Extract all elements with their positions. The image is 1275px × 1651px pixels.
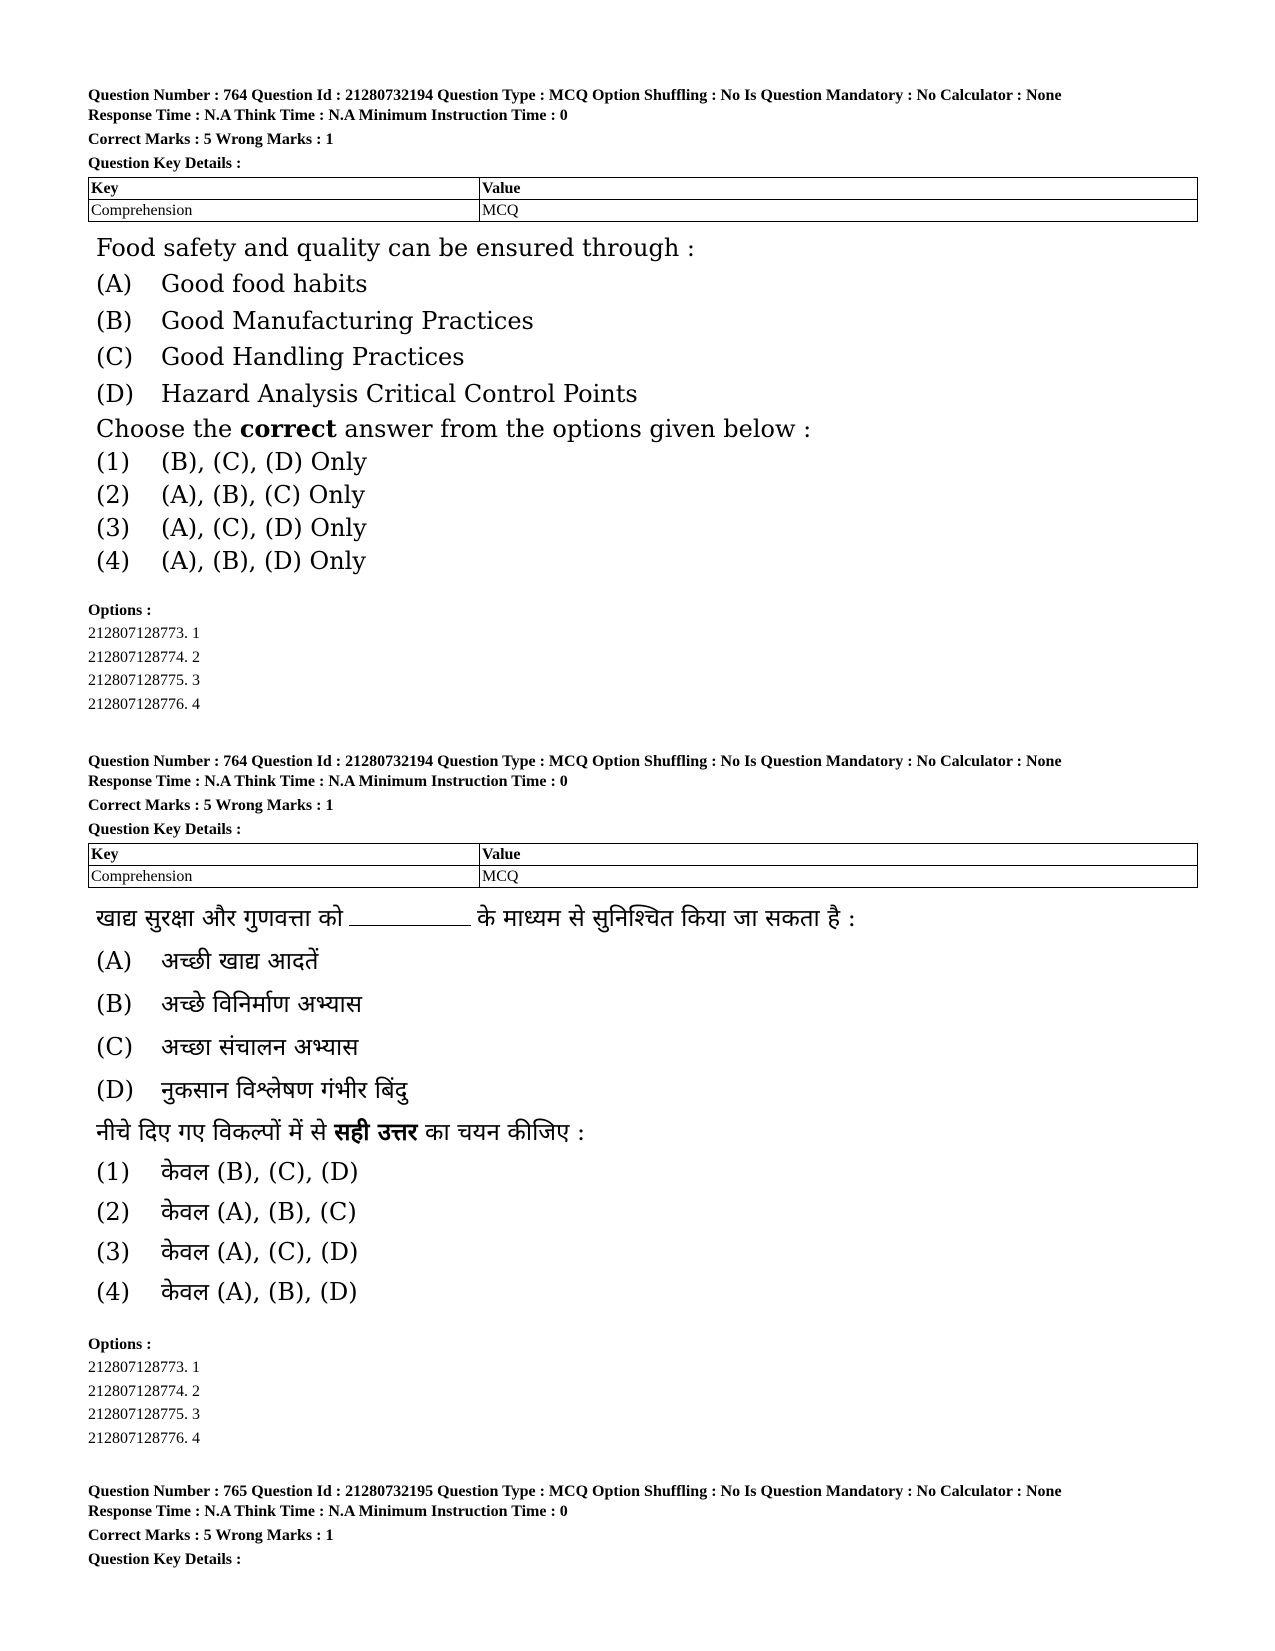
question-meta-line-2: Response Time : N.A Think Time : N.A Minimum Instruction Time : 0 bbox=[88, 1503, 568, 1520]
question-body bbox=[96, 230, 1200, 578]
table-header-row bbox=[89, 844, 1198, 866]
answer-choice-label: (1) bbox=[96, 448, 130, 476]
answer-choice-text: (A), (C), (D) Only bbox=[161, 514, 367, 542]
choose-instruction-pre: Choose the bbox=[96, 415, 233, 443]
statement-item bbox=[96, 339, 1200, 376]
answer-choice bbox=[96, 446, 1200, 479]
statement-text: अच्छी खाद्य आदतें bbox=[161, 947, 319, 975]
question-meta bbox=[88, 752, 1200, 840]
question-block-764-english bbox=[88, 86, 1200, 716]
answer-choice bbox=[96, 512, 1200, 545]
choose-instruction-post: answer from the options given below : bbox=[344, 415, 812, 443]
marks-line: Correct Marks : 5 Wrong Marks : 1 bbox=[88, 1527, 334, 1544]
options-list bbox=[88, 622, 1200, 716]
answer-choice-list bbox=[96, 1152, 1200, 1312]
answer-choice-label: (2) bbox=[96, 481, 130, 509]
choose-instruction-post: का चयन कीजिए : bbox=[425, 1118, 586, 1146]
table-cell-key: Comprehension bbox=[89, 866, 480, 888]
statement-item bbox=[96, 1026, 1200, 1069]
answer-choice-text: केवल (B), (C), (D) bbox=[161, 1158, 359, 1186]
statement-item bbox=[96, 983, 1200, 1026]
question-stem-pre: खाद्य सुरक्षा और गुणवत्ता को bbox=[96, 904, 343, 932]
table-header-value: Value bbox=[480, 178, 1198, 200]
statement-text: Good Manufacturing Practices bbox=[161, 306, 534, 335]
statement-text: Good food habits bbox=[161, 270, 368, 298]
answer-choice-text: (A), (B), (C) Only bbox=[161, 481, 366, 509]
table-cell-value: MCQ bbox=[480, 866, 1198, 888]
answer-choice-label: (4) bbox=[96, 1278, 130, 1306]
key-details-heading: Question Key Details : bbox=[88, 1551, 242, 1568]
table-cell-value: MCQ bbox=[480, 200, 1198, 222]
option-id-line: 212807128775. 3 bbox=[88, 1406, 200, 1423]
table-cell-key: Comprehension bbox=[89, 200, 480, 222]
key-details-table bbox=[88, 177, 1198, 222]
answer-choice-list bbox=[96, 446, 1200, 578]
key-details-heading: Question Key Details : bbox=[88, 821, 242, 838]
question-meta-line-2: Response Time : N.A Think Time : N.A Minimum Instruction Time : 0 bbox=[88, 773, 568, 790]
question-stem-post: के माध्यम से सुनिश्चित किया जा सकता है : bbox=[476, 904, 856, 932]
answer-choice-label: (3) bbox=[96, 1238, 130, 1266]
option-id-line: 212807128776. 4 bbox=[88, 695, 200, 713]
statement-item bbox=[96, 376, 1200, 413]
statement-text: Hazard Analysis Critical Control Points bbox=[161, 379, 638, 408]
question-stem bbox=[96, 896, 1200, 940]
answer-choice bbox=[96, 545, 1200, 578]
statement-label: (D) bbox=[96, 1076, 134, 1104]
choose-instruction bbox=[96, 412, 1200, 446]
options-heading: Options : bbox=[88, 1336, 152, 1353]
statement-item bbox=[96, 266, 1200, 303]
statement-text: Good Handling Practices bbox=[161, 343, 465, 371]
statement-item bbox=[96, 940, 1200, 983]
question-body bbox=[96, 896, 1200, 1312]
question-stem: Food safety and quality can be ensured through : bbox=[96, 234, 695, 262]
answer-choice-label: (3) bbox=[96, 514, 130, 542]
fill-in-blank-line bbox=[349, 901, 471, 926]
question-meta bbox=[88, 1482, 1200, 1570]
statement-label: (C) bbox=[96, 1033, 134, 1061]
options-heading: Options : bbox=[88, 602, 152, 619]
statement-item bbox=[96, 1069, 1200, 1112]
answer-choice-text: केवल (A), (B), (D) bbox=[161, 1278, 358, 1306]
table-header-key: Key bbox=[89, 178, 480, 200]
document-page bbox=[88, 86, 1200, 1570]
option-id-line: 212807128773. 1 bbox=[88, 1359, 200, 1376]
answer-choice-text: केवल (A), (B), (C) bbox=[161, 1198, 357, 1226]
statement-text: नुकसान विश्लेषण गंभीर बिंदु bbox=[161, 1076, 408, 1104]
answer-choice-text: (B), (C), (D) Only bbox=[161, 448, 367, 476]
choose-instruction-pre: नीचे दिए गए विकल्पों में से bbox=[96, 1118, 327, 1146]
marks-line: Correct Marks : 5 Wrong Marks : 1 bbox=[88, 131, 334, 148]
statement-label: (A) bbox=[96, 270, 133, 298]
table-header-row bbox=[89, 178, 1198, 200]
question-meta-line-2: Response Time : N.A Think Time : N.A Minimum Instruction Time : 0 bbox=[88, 107, 568, 124]
answer-choice bbox=[96, 1272, 1200, 1312]
question-block-765 bbox=[88, 1482, 1200, 1570]
option-id-line: 212807128774. 2 bbox=[88, 1382, 200, 1400]
statement-label: (B) bbox=[96, 306, 133, 335]
question-meta bbox=[88, 86, 1200, 174]
table-header-value: Value bbox=[480, 844, 1198, 866]
statement-label: (A) bbox=[96, 947, 133, 975]
key-details-heading: Question Key Details : bbox=[88, 155, 242, 172]
statement-item bbox=[96, 303, 1200, 340]
table-row bbox=[89, 866, 1198, 888]
answer-choice bbox=[96, 1152, 1200, 1192]
marks-line: Correct Marks : 5 Wrong Marks : 1 bbox=[88, 797, 334, 814]
choose-instruction-bold: correct bbox=[239, 414, 337, 443]
option-id-line: 212807128776. 4 bbox=[88, 1429, 200, 1447]
question-meta-line-1: Question Number : 764 Question Id : 21280732194 Question Type : MCQ Option Shuffling : No Is Question Mandatory : No Calculator : None bbox=[88, 87, 1062, 104]
answer-choice-label: (4) bbox=[96, 547, 130, 575]
table-header-key: Key bbox=[89, 844, 480, 866]
option-id-line: 212807128775. 3 bbox=[88, 672, 200, 689]
answer-choice bbox=[96, 1192, 1200, 1232]
statement-label: (B) bbox=[96, 990, 133, 1018]
answer-choice-text: केवल (A), (C), (D) bbox=[161, 1238, 359, 1266]
option-id-line: 212807128773. 1 bbox=[88, 625, 200, 642]
question-block-764-hindi bbox=[88, 752, 1200, 1450]
answer-choice bbox=[96, 479, 1200, 512]
statement-text: अच्छा संचालन अभ्यास bbox=[161, 1033, 359, 1061]
answer-choice-label: (2) bbox=[96, 1198, 130, 1226]
statement-label: (D) bbox=[96, 379, 134, 408]
statement-list bbox=[96, 266, 1200, 412]
question-meta-line-1: Question Number : 765 Question Id : 21280732195 Question Type : MCQ Option Shuffling : No Is Question Mandatory : No Calculator : None bbox=[88, 1483, 1062, 1500]
answer-choice-text: (A), (B), (D) Only bbox=[161, 547, 366, 575]
key-details-table bbox=[88, 843, 1198, 888]
answer-choice bbox=[96, 1232, 1200, 1272]
statement-text: अच्छे विनिर्माण अभ्यास bbox=[161, 990, 362, 1018]
statement-list bbox=[96, 940, 1200, 1112]
answer-choice-label: (1) bbox=[96, 1158, 130, 1186]
choose-instruction bbox=[96, 1112, 1200, 1152]
statement-label: (C) bbox=[96, 343, 134, 371]
table-row bbox=[89, 200, 1198, 222]
question-meta-line-1: Question Number : 764 Question Id : 21280732194 Question Type : MCQ Option Shuffling : No Is Question Mandatory : No Calculator : None bbox=[88, 753, 1062, 770]
choose-instruction-bold: सही उत्तर bbox=[334, 1117, 418, 1146]
options-list bbox=[88, 1356, 1200, 1450]
option-id-line: 212807128774. 2 bbox=[88, 648, 200, 666]
